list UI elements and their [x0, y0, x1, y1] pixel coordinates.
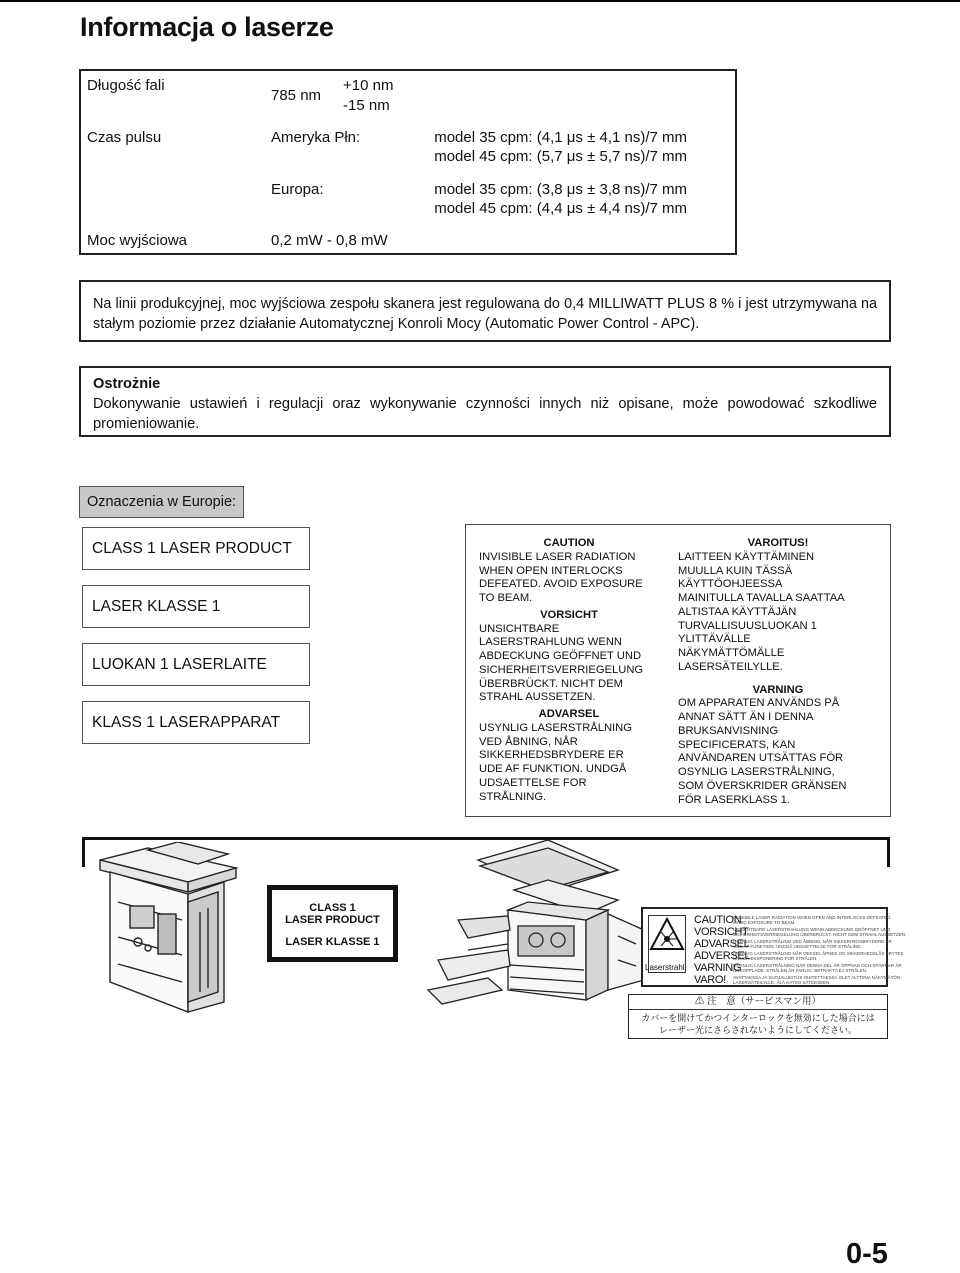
- pulse-eu-45: model 45 cpm: (4,4 μs ± 4,4 ns)/7 mm: [434, 200, 687, 217]
- sticker-fine-print: INVISIBLE LASER RADIATION WHEN OPEN AND INTERLOCKS DEFEATED.: [733, 915, 892, 920]
- vorsicht-line: LASERSTRAHLUNG WENN: [479, 636, 622, 649]
- top-rule: [0, 0, 960, 2]
- vorsicht-line: ABDECKUNG GEÖFFNET UND: [479, 650, 642, 662]
- class1-line1: CLASS 1: [309, 902, 356, 914]
- japanese-service-sticker: [628, 994, 888, 1039]
- sticker-fine-print: SICHERHEITSVERRIEGELUNG ÜBERBRÜCKT. NICHT DEM STRAHL AUSSETZEN.: [733, 932, 907, 937]
- jp-sticker-line: レーザー光にさらされないようにしてください。: [658, 1025, 857, 1035]
- class1-line3: LASER KLASSE 1: [285, 936, 380, 948]
- sticker-keyword: ADVERSEL: [694, 950, 751, 962]
- vorsicht-line: SICHERHEITSVERRIEGELUNG: [479, 663, 644, 676]
- label-klasse1: LASER KLASSE 1: [82, 585, 310, 628]
- varoitus-line: TURVALLISUUSLUOKAN 1: [678, 619, 817, 632]
- illustration-frame-left: [82, 837, 85, 867]
- illustration-frame-right: [887, 837, 890, 867]
- sticker-fine-print: UNSICHTBARE LASERSTRAHLUNG WENN ABDECKUNG GEÖFFNET UND: [733, 927, 891, 932]
- laser-warning-sticker: [641, 907, 907, 987]
- laser-spec-table: [79, 69, 737, 255]
- caution-line: TO BEAM.: [479, 592, 533, 604]
- varning-line: SPECIFICERATS, KAN: [678, 738, 796, 751]
- advarsel-line: UDE AF FUNKTION. UNDGÅ: [479, 763, 627, 775]
- sticker-fine-print: USYNLIG LASERSTRÅLING NÅR DEKSEL ÅPNES OG SIKKERHEDSLÅS BRYTES.: [733, 951, 905, 956]
- sticker-keyword: VARNING: [694, 962, 742, 974]
- varning-heading: VARNING: [752, 683, 804, 696]
- page-number: 0-5: [846, 1238, 888, 1270]
- pulse-eu-35: model 35 cpm: (3,8 μs ± 3,8 ns)/7 mm: [434, 181, 687, 198]
- advarsel-line: VED ÅBNING, NÅR: [479, 735, 578, 748]
- caution-line: INVISIBLE LASER RADIATION: [479, 550, 636, 563]
- caution-box: [79, 366, 891, 437]
- varoitus-line: LASERSÄTEILYLLE.: [678, 660, 783, 673]
- sticker-fine-print: URKOPPLADE. STRÅLEN ÄR FARLIG. BETRAKTA EJ STRÅLEN.: [733, 968, 868, 973]
- eu-markings-tab: Oznaczenia w Europie:: [79, 486, 244, 518]
- pulse-eu-label: Europa:: [271, 181, 324, 198]
- apc-info-box: Na linii produkcyjnej, moc wyjściowa zespołu skanera jest regulowana do 0,4 MILLIWATT PLUS 8 % i jest utrzymywana na stałym poziomie przez działanie Automatycznej Konroli Mocy (Automatic Power Control - APC).: [79, 280, 891, 342]
- varoitus-line: MAINITULLA TAVALLA SAATTAA: [678, 592, 845, 604]
- pulse-na-label: Ameryka Płn:: [271, 129, 361, 146]
- page-title: Informacja o laserze: [80, 12, 334, 42]
- label-luokan1: LUOKAN 1 LASERLAITE: [82, 643, 310, 686]
- sticker-keyword: ADVARSEL: [694, 938, 750, 950]
- sticker-fine-print: UNNGÅ EKSPONERING FOR STRÅLEN.: [733, 956, 818, 961]
- varning-line: FÖR LASERKLASS 1.: [678, 793, 790, 806]
- varoitus-line: NÄKYMÄTTÖMÄLLE: [678, 647, 785, 659]
- jp-sticker-header: ⚠ 注 意（サービスマン用）: [629, 995, 887, 1010]
- copier-open-illustration: [418, 840, 644, 1010]
- caution-line: DEFEATED. AVOID EXPOSURE: [479, 578, 643, 591]
- label-class1: CLASS 1 LASER PRODUCT: [82, 527, 310, 570]
- class1-line2: LASER PRODUCT: [285, 914, 380, 926]
- pulse-na-35: model 35 cpm: (4,1 μs ± 4,1 ns)/7 mm: [434, 129, 687, 146]
- varoitus-line: LAITTEEN KÄYTTÄMINEN: [678, 550, 815, 563]
- caution-text: Dokonywanie ustawień i regulacji oraz wykonywanie czynności innych niż opisane, może powodować szkodliwe promieniowanie.: [93, 396, 877, 432]
- pulse-na-45: model 45 cpm: (5,7 μs ± 5,7 ns)/7 mm: [434, 148, 687, 165]
- caution-heading: Ostrożnie: [93, 376, 161, 392]
- varning-line: ANVÄNDAREN UTSÄTTAS FÖR: [678, 752, 844, 765]
- sticker-fine-print: LASERSÄTEILYLLE. ÄLÄ KATSO SÄTEESEEN.: [733, 980, 831, 985]
- label-klass1: KLASS 1 LASERAPPARAT: [82, 701, 310, 744]
- advarsel-line: UDSAETTELSE FOR: [479, 776, 587, 789]
- warning-column-left: [479, 537, 659, 804]
- varning-line: OSYNLIG LASERSTRÅLNING,: [678, 766, 835, 778]
- sticker-keyword: CAUTION: [694, 914, 742, 926]
- advarsel-line: SIKKERHEDSBRYDERE ER: [479, 749, 624, 762]
- caution-line: WHEN OPEN INTERLOCKS: [479, 564, 623, 577]
- sticker-fine-print: UDE AF FUNKTION. UNDGÅ UDSAETTELSE FOR STRÅLING.: [733, 944, 862, 949]
- laser-icon-label: Laserstrahl: [645, 963, 685, 972]
- wavelength-minus: -15 nm: [343, 97, 390, 114]
- varoitus-heading: VAROITUS!: [747, 537, 809, 549]
- sticker-keyword: VARO!: [694, 974, 726, 986]
- varning-line: OM APPARATEN ANVÄNDS PÅ: [678, 697, 840, 710]
- varoitus-line: KÄYTTÖOHJEESSA: [678, 578, 783, 591]
- varoitus-line: MUULLA KUIN TÄSSÄ: [678, 564, 793, 577]
- class1-product-label: [267, 885, 398, 962]
- varoitus-line: ALTISTAA KÄYTTÄJÄN: [678, 605, 797, 618]
- varoitus-line: YLITTÄVÄLLE: [678, 633, 751, 646]
- power-label: Moc wyjściowa: [87, 232, 188, 249]
- vorsicht-line: UNSICHTBARE: [479, 622, 560, 635]
- warning-column-right: [678, 537, 878, 807]
- vorsicht-heading: VORSICHT: [540, 608, 598, 621]
- sticker-fine-print: AVOID EXPOSURE TO BEAM.: [733, 920, 796, 925]
- jp-sticker-body: [629, 1012, 887, 1036]
- copier-side-illustration: [88, 842, 248, 1038]
- varning-line: SOM ÖVERSKRIDER GRÄNSEN: [678, 779, 847, 792]
- advarsel-heading: ADVARSEL: [538, 708, 600, 720]
- varning-line: ANNAT SÄTT ÄN I DENNA: [678, 711, 814, 723]
- sticker-fine-print: USYNLIG LASERSTRÅLING VED ÅBNING, NÅR SIKKERHEDSBRYDERE ER: [733, 939, 892, 944]
- sticker-keyword: VORSICHT: [694, 926, 749, 938]
- wavelength-plus: +10 nm: [343, 77, 394, 94]
- advarsel-line: USYNLIG LASERSTRÅLNING: [479, 721, 632, 734]
- wavelength-label: Długość fali: [87, 77, 165, 94]
- vorsicht-line: ÜBERBRÜCKT. NICHT DEM: [479, 677, 623, 690]
- jp-sticker-line: カバーを開けてかつインターロックを無効にした場合には: [641, 1013, 875, 1023]
- sticker-fine-print: OSYNLIG LASERSTRÅLNING NÄR DENNA DEL ÄR ÖPPNAD OCH SPÄRRAR ÄR: [733, 963, 902, 968]
- warning-panel: [465, 524, 891, 817]
- sticker-fine-print: AVATTAESSA JA SUOJALUKITUS OHITETTAESSA OLET ALTTIINA NÄKYMÄTÖN-: [733, 975, 902, 980]
- power-value: 0,2 mW - 0,8 mW: [271, 232, 388, 249]
- vorsicht-line: STRAHL AUSSETZEN.: [479, 691, 596, 704]
- wavelength-value: 785 nm: [271, 87, 322, 104]
- varning-line: BRUKSANVISNING: [678, 724, 779, 737]
- caution-heading-en: CAUTION: [543, 537, 595, 549]
- pulse-label: Czas pulsu: [87, 129, 162, 146]
- advarsel-line: STRÅLNING.: [479, 790, 547, 803]
